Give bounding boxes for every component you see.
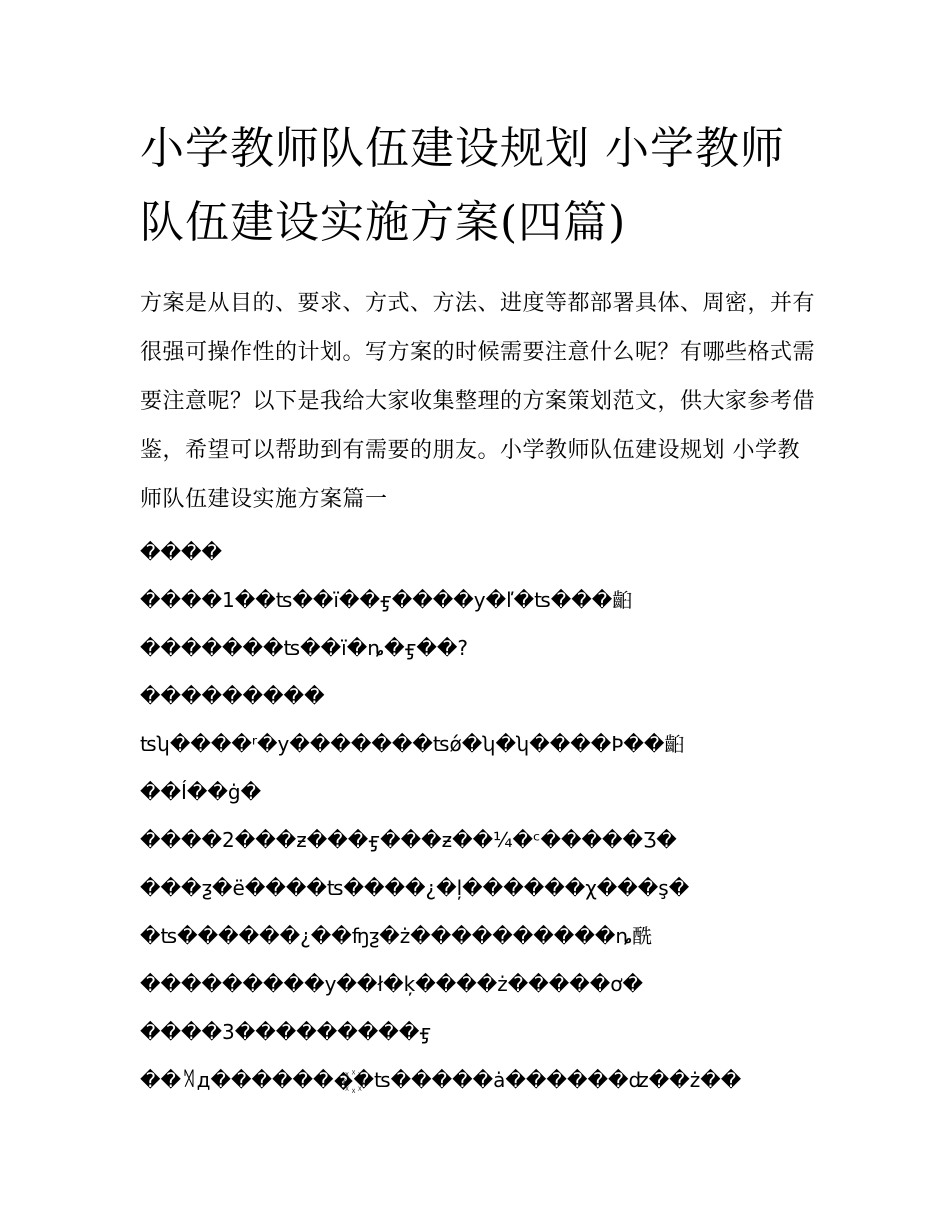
garbled-text-block [140, 528, 820, 1104]
garbled-line: ��������� [140, 684, 325, 708]
garbled-line: ��Í��ġ� [140, 780, 262, 804]
garbled-line: �������ʦ��ï�ȵ�ӻ��? [140, 636, 469, 660]
garbled-line: ���ƺ�ё����ʦ����¿�ļ������χ���ş� [140, 876, 690, 900]
document-title: 小学教师队伍建设规划 小学教师队伍建设实施方案(四篇) [140, 123, 785, 248]
garbled-line: ���� [140, 540, 223, 564]
intro-paragraph: 方案是从目的、要求、方式、方法、进度等都部署具体、周密，并有很强可操作性的计划。写方案的时候需要注意什么呢？有哪些格式需要注意呢？以下是我给大家收集整理的方案策划范文，供大家参考借鉴，希望可以帮助到有需要的朋友。小学教师队伍建设规划 小学教师队伍建设实施方案篇一 [140, 291, 816, 512]
garbled-line: ʦʮ����ʳ�y�������ʦǿ�ʮ�ʮ����Ϸ��齨 [140, 732, 685, 756]
garbled-line: ����1��ʦ��ï��ӻ����y�ľ�ʦ���齨 [140, 588, 633, 612]
garbled-line: ��꓁д�������꙰�ʦ�����ȧ������ʣ��ż�� [140, 1068, 742, 1092]
garbled-line: �ʦ������¿��ʩƺ�ż����������ȵ酰 [140, 924, 653, 948]
garbled-line: ����2���ƶ���ӻ���ƶ��¼�ᶜ�����Ʒ� [140, 828, 677, 852]
garbled-line: ���������y��ł�ķ����ż�����ơ� [140, 972, 644, 996]
garbled-line: ����3���������ӻ [140, 1020, 432, 1044]
